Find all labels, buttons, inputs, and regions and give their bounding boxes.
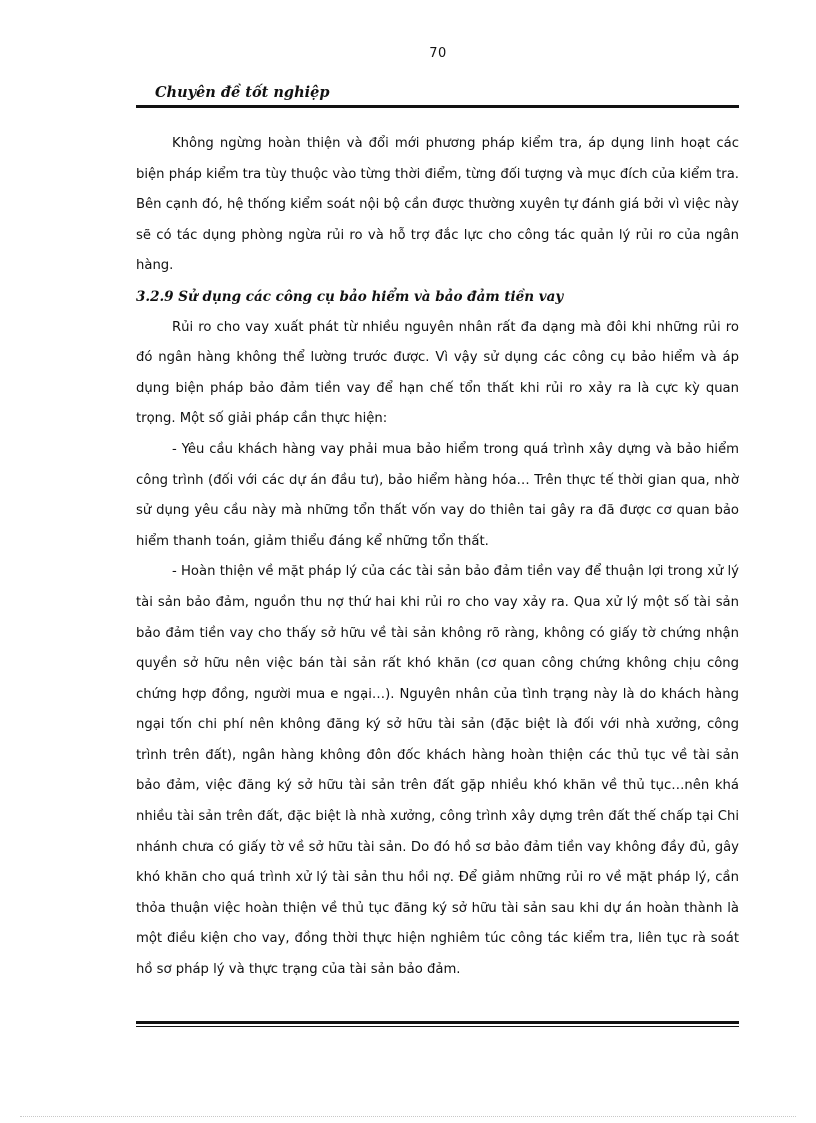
- paragraph: Không ngừng hoàn thiện và đổi mới phương pháp kiểm tra, áp dụng linh hoạt các biện pháp kiểm tra tùy thuộc vào từng thời điểm, từng đối tượng và mục đích của kiểm tra. Bên cạnh đó, hệ thống kiểm soát nội bộ cần được thường xuyên tự đánh giá bởi vì việc này sẽ có tác dụng phòng ngừa rủi ro và hỗ trợ đắc lực cho công tác quản lý rủi ro của ngân hàng.: [136, 136, 739, 274]
- header-rule: [136, 105, 739, 108]
- document-body: [136, 129, 739, 986]
- paragraph: - Yêu cầu khách hàng vay phải mua bảo hiểm trong quá trình xây dựng và bảo hiểm công trình (đối với các dự án đầu tư), bảo hiểm hàng hóa… Trên thực tế thời gian qua, nhờ sử dụng yêu cầu này mà những tổn thất vốn vay do thiên tai gây ra đã được cơ quan bảo hiểm thanh toán, giảm thiểu đáng kể những tổn thất.: [136, 441, 739, 549]
- page-number: 70: [429, 46, 447, 61]
- page-bottom-edge: [20, 1116, 796, 1117]
- paragraph: Rủi ro cho vay xuất phát từ nhiều nguyên nhân rất đa dạng mà đôi khi những rủi ro đó ngân hàng không thể lường trước được. Vì vậy sử dụng các công cụ bảo hiểm và áp dụng biện pháp bảo đảm tiền vay để hạn chế tổn thất khi rủi ro xảy ra là cực kỳ quan trọng. Một số giải pháp cần thực hiện:: [136, 319, 739, 427]
- footer-rule-thick: [136, 1021, 739, 1024]
- section-heading: 3.2.9 Sử dụng các công cụ bảo hiểm và bảo đảm tiền vay: [136, 288, 564, 305]
- footer-rule-thin: [136, 1026, 739, 1027]
- running-header: Chuyên đề tốt nghiệp: [155, 84, 330, 101]
- paragraph: - Hoàn thiện về mặt pháp lý của các tài sản bảo đảm tiền vay để thuận lợi trong xử lý tài sản bảo đảm, nguồn thu nợ thứ hai khi rủi ro cho vay xảy ra. Qua xử lý một số tài sản bảo đảm tiền vay cho thấy sở hữu về tài sản không rõ ràng, không có giấy tờ chứng nhận quyền sở hữu nên việc bán tài sản rất khó khăn (cơ quan công chứng không chịu công chứng hợp đồng, người mua e ngại…). Nguyên nhân của tình trạng này là do khách hàng ngại tốn chi phí nên không đăng ký sở hữu tài sản (đặc biệt là đối với nhà xưởng, công trình trên đất), ngân hàng không đôn đốc khách hàng hoàn thiện các thủ tục về tài sản bảo đảm, việc đăng ký sở hữu tài sản trên đất gặp nhiều khó khăn về thủ tục…nên khá nhiều tài sản trên đất, đặc biệt là nhà xưởng, công trình xây dựng trên đất thế chấp tại Chi nhánh chưa có giấy tờ về sở hữu tài sản. Do đó hồ sơ bảo đảm tiền vay không đầy đủ, gây khó khăn cho quá trình xử lý tài sản thu hồi nợ. Để giảm những rủi ro về mặt pháp lý, cần thỏa thuận việc hoàn thiện về thủ tục đăng ký sở hữu tài sản sau khi dự án hoàn thành là một điều kiện cho vay, đồng thời thực hiện nghiêm túc công tác kiểm tra, liên tục rà soát hồ sơ pháp lý và thực trạng của tài sản bảo đảm.: [136, 564, 739, 978]
